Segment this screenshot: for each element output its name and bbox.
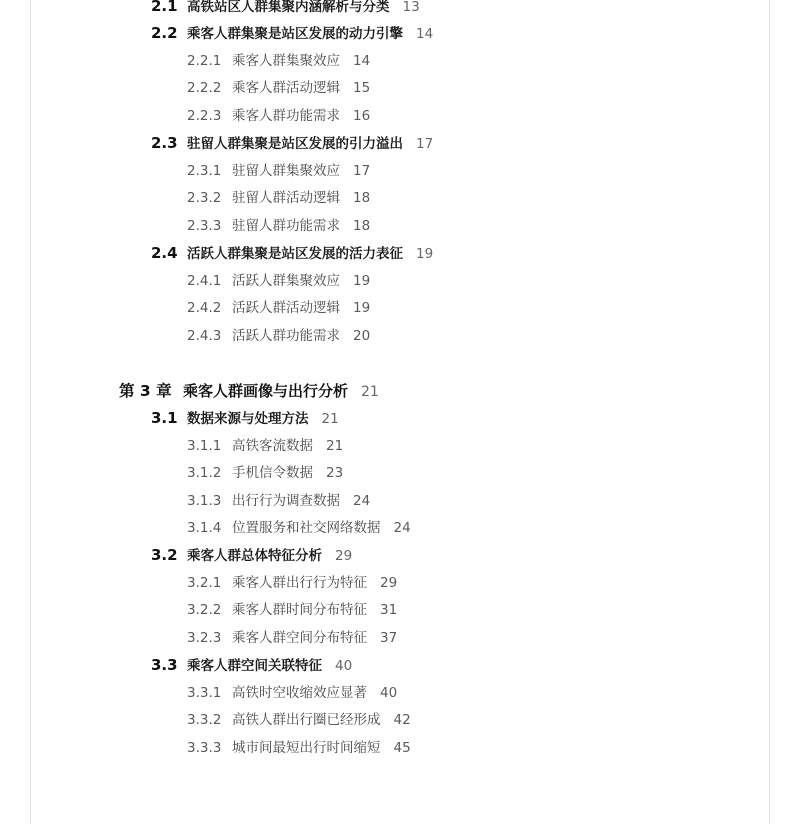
toc-section-row — [151, 133, 433, 153]
toc-subsection-number: 2.3.1 — [187, 163, 222, 179]
toc-page-number: 24 — [393, 520, 411, 536]
toc-page-number: 31 — [380, 602, 398, 618]
toc-subsection-title: 乘客人群时间分布特征 — [232, 602, 367, 618]
toc-subsection-title: 高铁人群出行圈已经形成 — [232, 712, 381, 728]
toc-page-number: 16 — [353, 108, 371, 124]
toc-subsection-number: 3.3.2 — [187, 712, 222, 728]
toc-subsection-title: 城市间最短出行时间缩短 — [232, 740, 381, 756]
toc-page-number: 17 — [416, 136, 434, 152]
toc-subsection-row — [187, 436, 343, 456]
toc-subsection-number: 3.3.1 — [187, 685, 222, 701]
toc-page-number: 14 — [353, 53, 371, 69]
toc-subsection-number: 3.2.3 — [187, 630, 222, 646]
toc-chapter-title: 乘客人群画像与出行分析 — [183, 382, 349, 400]
toc-section-number: 2.4 — [151, 244, 178, 262]
toc-section-row — [151, 545, 352, 565]
toc-section-title: 乘客人群空间关联特征 — [187, 658, 322, 674]
toc-section-number: 3.3 — [151, 656, 178, 674]
toc-subsection-title: 乘客人群功能需求 — [232, 108, 340, 124]
toc-subsection-title: 高铁客流数据 — [232, 438, 313, 454]
toc-subsection-number: 3.3.3 — [187, 740, 222, 756]
toc-section-number: 2.1 — [151, 0, 178, 15]
toc-subsection-number: 3.1.3 — [187, 493, 222, 509]
toc-subsection-title: 高铁时空收缩效应显著 — [232, 685, 367, 701]
toc-page-number: 19 — [416, 246, 434, 262]
toc-subsection-row — [187, 78, 370, 98]
toc-subsection-number: 2.4.3 — [187, 328, 222, 344]
toc-subsection-title: 驻留人群集聚效应 — [232, 163, 340, 179]
toc-page-number: 29 — [380, 575, 398, 591]
toc-section-row — [151, 655, 352, 675]
toc-subsection-number: 2.2.1 — [187, 53, 222, 69]
toc-subsection-number: 3.2.2 — [187, 602, 222, 618]
toc-subsection-row — [187, 738, 411, 758]
toc-page-number: 37 — [380, 630, 398, 646]
toc-section-number: 2.2 — [151, 24, 178, 42]
toc-page-number: 45 — [393, 740, 411, 756]
toc-subsection-row — [187, 326, 370, 346]
toc-subsection-row — [187, 628, 397, 648]
toc-section-number: 3.1 — [151, 409, 178, 427]
toc-section-row — [151, 23, 433, 43]
toc-subsection-title: 乘客人群活动逻辑 — [232, 80, 340, 96]
toc-subsection-title: 位置服务和社交网络数据 — [232, 520, 381, 536]
toc-chapter-row — [119, 381, 379, 401]
toc-section-title: 数据来源与处理方法 — [187, 411, 309, 427]
toc-page-number: 21 — [361, 384, 379, 400]
toc-subsection-number: 3.1.4 — [187, 520, 222, 536]
toc-subsection-number: 2.3.2 — [187, 190, 222, 206]
toc-section-title: 乘客人群总体特征分析 — [187, 548, 322, 564]
toc-subsection-title: 乘客人群出行行为特征 — [232, 575, 367, 591]
toc-subsection-title: 活跃人群集聚效应 — [232, 273, 340, 289]
toc-page-number: 21 — [326, 438, 344, 454]
toc-subsection-row — [187, 51, 370, 71]
toc-subsection-row — [187, 106, 370, 126]
toc-page-number: 17 — [353, 163, 371, 179]
toc-subsection-row — [187, 573, 397, 593]
toc-subsection-row — [187, 271, 370, 291]
toc-subsection-row — [187, 683, 397, 703]
toc-page-number: 18 — [353, 190, 371, 206]
toc-section-number: 2.3 — [151, 134, 178, 152]
toc-subsection-row — [187, 518, 411, 538]
toc-page-number: 20 — [353, 328, 371, 344]
toc-section-title: 活跃人群集聚是站区发展的活力表征 — [187, 246, 403, 262]
toc-subsection-number: 2.2.2 — [187, 80, 222, 96]
toc-section-title: 乘客人群集聚是站区发展的动力引擎 — [187, 26, 403, 42]
toc-section-row — [151, 408, 339, 428]
toc-subsection-title: 乘客人群集聚效应 — [232, 53, 340, 69]
toc-page-number: 13 — [402, 0, 420, 15]
toc-page-number: 15 — [353, 80, 371, 96]
toc-subsection-row — [187, 188, 370, 208]
toc-page-number: 18 — [353, 218, 371, 234]
toc-subsection-title: 乘客人群空间分布特征 — [232, 630, 367, 646]
toc-subsection-title: 出行行为调查数据 — [232, 493, 340, 509]
toc-page-number: 29 — [335, 548, 353, 564]
toc-subsection-title: 活跃人群功能需求 — [232, 328, 340, 344]
toc-subsection-row — [187, 491, 370, 511]
toc-section-row — [151, 0, 420, 16]
toc-page-number: 40 — [335, 658, 353, 674]
toc-subsection-number: 2.2.3 — [187, 108, 222, 124]
toc-subsection-row — [187, 710, 411, 730]
toc-page-number: 42 — [393, 712, 411, 728]
toc-subsection-number: 3.1.1 — [187, 438, 222, 454]
toc-page-number: 19 — [353, 273, 371, 289]
toc-page-number: 19 — [353, 300, 371, 316]
toc-subsection-number: 2.4.1 — [187, 273, 222, 289]
toc-subsection-number: 3.2.1 — [187, 575, 222, 591]
toc-subsection-row — [187, 298, 370, 318]
toc-page-number: 14 — [416, 26, 434, 42]
toc-section-title: 高铁站区人群集聚内涵解析与分类 — [187, 0, 390, 15]
toc-subsection-title: 手机信令数据 — [232, 465, 313, 481]
toc-subsection-row — [187, 216, 370, 236]
toc-section-number: 3.2 — [151, 546, 178, 564]
toc-subsection-title: 驻留人群功能需求 — [232, 218, 340, 234]
toc-subsection-row — [187, 161, 370, 181]
toc-page-number: 40 — [380, 685, 398, 701]
toc-subsection-title: 活跃人群活动逻辑 — [232, 300, 340, 316]
toc-subsection-title: 驻留人群活动逻辑 — [232, 190, 340, 206]
toc-page-number: 24 — [353, 493, 371, 509]
toc-subsection-number: 3.1.2 — [187, 465, 222, 481]
toc-page-number: 21 — [321, 411, 339, 427]
toc-subsection-number: 2.3.3 — [187, 218, 222, 234]
toc-subsection-row — [187, 600, 397, 620]
toc-subsection-number: 2.4.2 — [187, 300, 222, 316]
toc-section-title: 驻留人群集聚是站区发展的引力溢出 — [187, 136, 403, 152]
toc-page-number: 23 — [326, 465, 344, 481]
toc-subsection-row — [187, 463, 343, 483]
toc-chapter-number: 第 3 章 — [119, 382, 172, 400]
toc-section-row — [151, 243, 433, 263]
